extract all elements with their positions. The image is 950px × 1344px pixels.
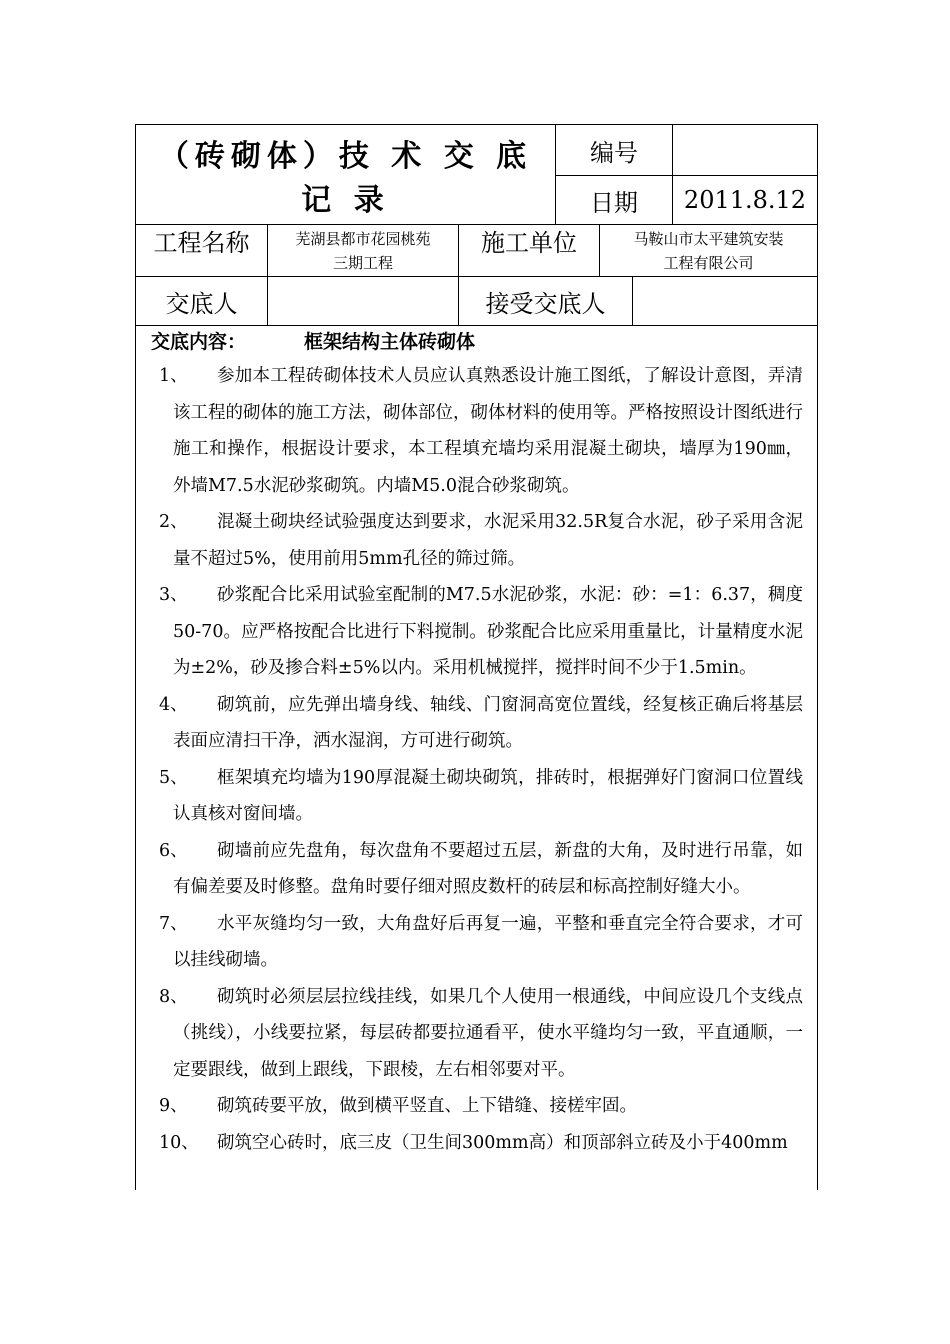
contractor-line1: 马鞍山市太平建筑安装 xyxy=(633,230,784,248)
project-name-label: 工程名称 xyxy=(153,228,250,257)
discloser-label: 交底人 xyxy=(165,289,238,318)
item-number: 10、 xyxy=(159,1132,199,1153)
item-text: 砌筑砖要平放，做到横平竖直、上下错缝、接槎牢固。 xyxy=(217,1096,637,1116)
item-number: 3、 xyxy=(159,585,188,605)
discloser-value[interactable] xyxy=(268,277,458,325)
document-title: （砖砌体）技 术 交 底 记 录 xyxy=(158,138,533,218)
item-number: 6、 xyxy=(159,840,188,861)
item-number: 2、 xyxy=(159,512,188,532)
item-text: 水平灰缝均匀一致，大角盘好后再复一遍，平整和垂直完全符合要求，才可以挂线砌墙。 xyxy=(173,913,803,970)
number-label: 编号 xyxy=(590,138,638,167)
item-number: 1、 xyxy=(159,366,188,386)
receiver-label: 接受交底人 xyxy=(485,289,606,318)
item-number: 8、 xyxy=(159,986,188,1007)
item-number: 4、 xyxy=(159,694,188,715)
list-item xyxy=(151,504,803,577)
list-item xyxy=(151,577,803,687)
list-item xyxy=(151,906,803,979)
content-heading xyxy=(151,326,803,358)
list-item xyxy=(151,979,803,1089)
item-text: 砌筑空心砖时，底三皮（卫生间300mm高）和顶部斜立砖及小于400mm xyxy=(217,1132,788,1153)
number-value[interactable] xyxy=(673,125,817,175)
disclosure-content xyxy=(151,326,803,1161)
contractor-line2: 工程有限公司 xyxy=(663,254,754,272)
list-item xyxy=(151,1125,803,1162)
project-name-line1: 芜湖县都市花园桃苑 xyxy=(295,230,431,248)
content-subject: 框架结构主体砖砌体 xyxy=(304,331,476,353)
item-text: 混凝土砌块经试验强度达到要求，水泥采用32.5R复合水泥，砂子采用含泥量不超过5%，使用前用5mm孔径的筛过筛。 xyxy=(173,512,803,569)
receiver-value[interactable] xyxy=(633,277,817,325)
item-text: 框架填充均墙为190厚混凝土砌块砌筑，排砖时，根据弹好门窗洞口位置线认真核对窗间墙。 xyxy=(173,767,803,824)
list-item xyxy=(151,833,803,906)
item-number: 7、 xyxy=(159,913,188,934)
project-name-value[interactable] xyxy=(268,226,458,276)
item-text: 砂浆配合比采用试验室配制的M7.5水泥砂浆，水泥：砂：=1：6.37，稠度50-70。应严格按配合比进行下料搅制。砂浆配合比应采用重量比，计量精度水泥为±2%，砂及掺合料±5%以内。采用机械搅拌，搅拌时间不少于1.5min。 xyxy=(173,585,803,678)
project-name-line2: 三期工程 xyxy=(332,254,393,272)
item-number: 5、 xyxy=(159,767,188,788)
contractor-label: 施工单位 xyxy=(481,228,577,257)
item-list xyxy=(151,358,803,1161)
date-value[interactable]: 2011.8.12 xyxy=(683,186,807,214)
list-item xyxy=(151,358,803,504)
content-label: 交底内容： xyxy=(151,331,247,353)
list-item xyxy=(151,760,803,833)
item-text: 参加本工程砖砌体技术人员应认真熟悉设计施工图纸，了解设计意图，弄清该工程的砌体的施工方法，砌体部位，砌体材料的使用等。严格按照设计图纸进行施工和操作，根据设计要求，本工程填充墙均采用混凝土砌块，墙厚为190㎜， 外墙M7.5水泥砂浆砌筑。内墙M5.0混合砂浆砌筑。 xyxy=(173,366,803,496)
item-number: 9、 xyxy=(159,1096,188,1116)
list-item xyxy=(151,1088,803,1125)
item-text: 砌筑时必须层层拉线挂线，如果几个人使用一根通线，中间应设几个支线点（挑线），小线要拉紧，每层砖都要拉通看平，使水平缝均匀一致，平直通顺，一定要跟线，做到上跟线，下跟棱，左右相邻要对平。 xyxy=(173,986,803,1080)
item-text: 砌筑前，应先弹出墙身线、轴线、门窗洞高宽位置线，经复核正确后将基层表面应清扫干净，洒水湿润，方可进行砌筑。 xyxy=(173,694,803,751)
contractor-value[interactable] xyxy=(600,226,817,276)
date-label: 日期 xyxy=(590,188,638,217)
list-item xyxy=(151,687,803,760)
item-text: 砌墙前应先盘角，每次盘角不要超过五层，新盘的大角，及时进行吊靠，如有偏差要及时修整。盘角时要仔细对照皮数杆的砖层和标高控制好缝大小。 xyxy=(173,840,803,897)
